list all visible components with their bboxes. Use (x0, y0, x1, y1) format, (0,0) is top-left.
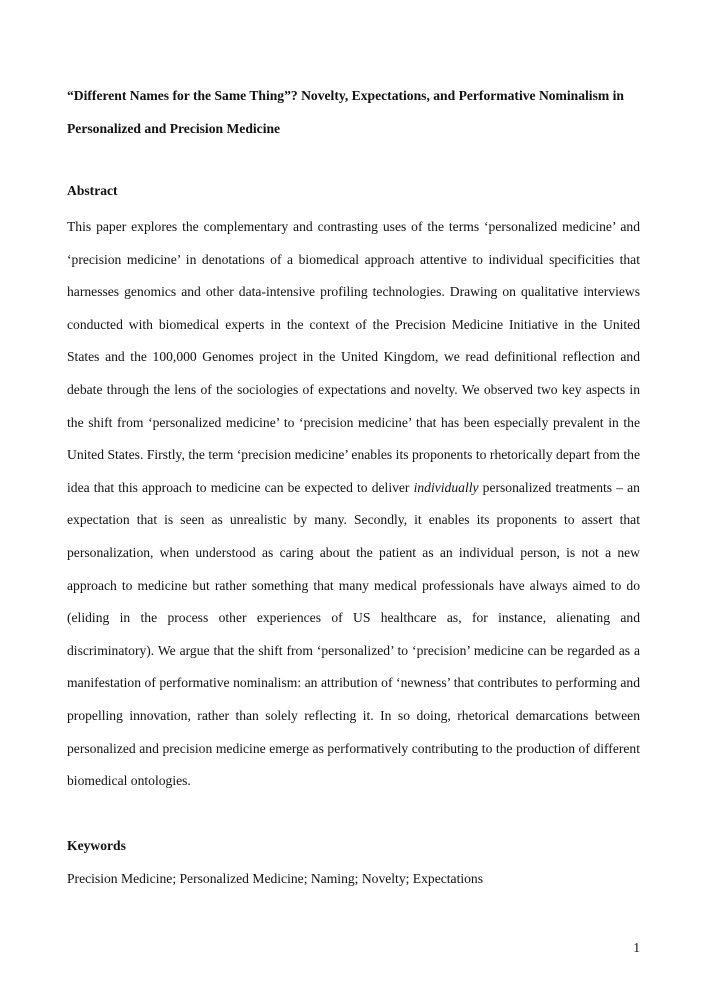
abstract-italic-word: individually (413, 479, 479, 495)
abstract-text-part-2: personalized treatments – an expectation that is seen as unrealistic by many. Secondly, it enables its proponents to assert that personalization, when understood as caring about the patient as an individual person, is not a new approach to medicine but rather something that many medical professionals have always aimed to do (eliding in the process other experiences of US healthcare as, for instance, alienating and discriminatory). We argue that the shift from ‘personalized’ to ‘precision’ medicine can be regarded as a manifestation of performative nominalism: an attribution of ‘newness’ that contributes to performing and propelling innovation, rather than solely reflecting it. In so doing, rhetorical demarcations between personalized and precision medicine emerge as performatively contributing to the production of different biomedical ontologies. (67, 479, 640, 789)
abstract-text-part-1: This paper explores the complementary and contrasting uses of the terms ‘personalized medicine’ and ‘precision medicine’ in denotations of a biomedical approach attentive to individual specificities that harnesses genomics and other data-intensive profiling technologies. Drawing on qualitative interviews conducted with biomedical experts in the context of the Precision Medicine Initiative in the United States and the 100,000 Genomes project in the United Kingdom, we read definitional reflection and debate through the lens of the sociologies of expectations and novelty. We observed two key aspects in the shift from ‘personalized medicine’ to ‘precision medicine’ that has been especially prevalent in the United States. Firstly, the term ‘precision medicine’ enables its proponents to rhetorically depart from the idea that this approach to medicine can be expected to deliver (67, 219, 640, 495)
paper-title: “Different Names for the Same Thing”? Novelty, Expectations, and Performative Nominalism in Personalized and Precision Medicine (67, 88, 624, 136)
page-number: 1 (633, 940, 640, 955)
abstract-heading: Abstract (67, 183, 118, 198)
keywords-heading: Keywords (67, 838, 126, 853)
keywords-text: Precision Medicine; Personalized Medicine; Naming; Novelty; Expectations (67, 871, 484, 886)
abstract-text (67, 211, 640, 798)
